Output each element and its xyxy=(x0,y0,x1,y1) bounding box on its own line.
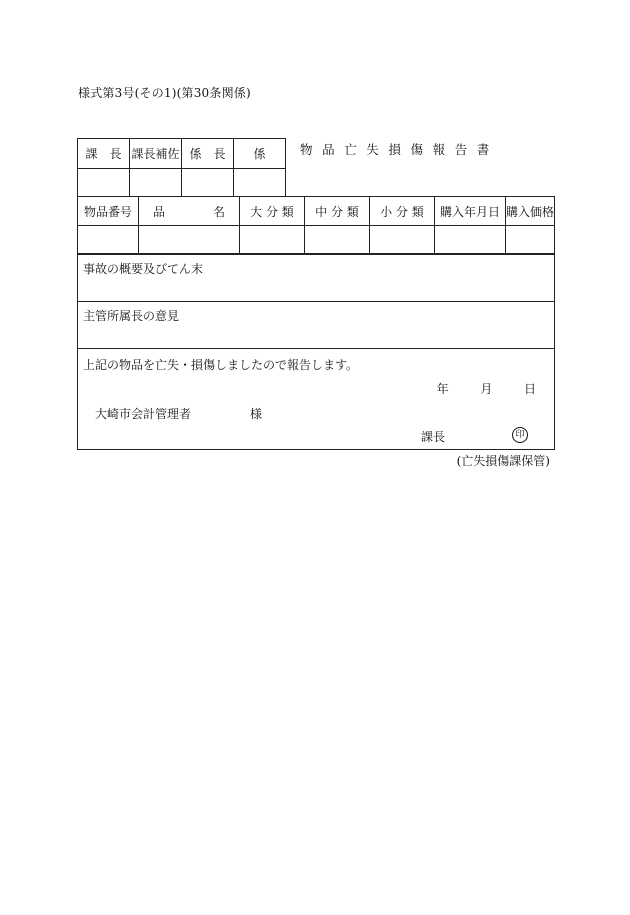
approval-header-staff: 係 xyxy=(234,139,286,169)
report-statement: 上記の物品を亡失・損傷しましたので報告します。 xyxy=(83,358,359,372)
approval-header-deputy-chief: 課長補佐 xyxy=(130,139,182,169)
accident-summary-section[interactable] xyxy=(78,254,554,301)
header-purchase-price: 購入価格 xyxy=(506,197,555,226)
chief-signature-label: 課長 xyxy=(421,430,446,444)
cell-item-number[interactable] xyxy=(78,226,139,254)
stamp-cell-chief[interactable] xyxy=(78,169,130,197)
stamp-cell-staff[interactable] xyxy=(234,169,286,197)
accident-summary-label: 事故の概要及びてん末 xyxy=(83,262,204,276)
manager-opinion-section[interactable] xyxy=(78,301,554,348)
date-year-label: 年 xyxy=(436,382,449,396)
items-table xyxy=(78,197,554,254)
date-month-label: 月 xyxy=(480,382,493,396)
header-minor-category: 小 分 類 xyxy=(370,197,435,226)
header-major-category: 大 分 類 xyxy=(240,197,305,226)
header-middle-category: 中 分 類 xyxy=(305,197,370,226)
form-number: 様式第3号(その1)(第30条関係) xyxy=(78,86,251,100)
cell-purchase-date[interactable] xyxy=(435,226,506,254)
cell-item-name[interactable] xyxy=(139,226,240,254)
cell-minor-category[interactable] xyxy=(370,226,435,254)
report-date[interactable] xyxy=(437,380,536,397)
cell-major-category[interactable] xyxy=(240,226,305,254)
header-item-name: 品 名 xyxy=(139,197,240,226)
document-title: 物品亡失損傷報告書 xyxy=(300,142,499,157)
approval-header-chief: 課 長 xyxy=(78,139,130,169)
stamp-cell-deputy-chief[interactable] xyxy=(130,169,182,197)
manager-opinion-label: 主管所属長の意見 xyxy=(83,309,180,323)
custody-note: (亡失損傷課保管) xyxy=(456,454,550,468)
addressee: 大崎市会計管理者 xyxy=(95,407,192,421)
seal-mark: 印 xyxy=(512,427,528,443)
honorific: 様 xyxy=(250,407,263,421)
date-day-label: 日 xyxy=(523,382,536,396)
header-purchase-date: 購入年月日 xyxy=(435,197,506,226)
header-item-number: 物品番号 xyxy=(78,197,139,226)
approval-header-section-chief: 係 長 xyxy=(182,139,234,169)
report-statement-section xyxy=(78,348,554,449)
report-form xyxy=(77,196,555,450)
approval-stamp-table xyxy=(77,138,286,197)
stamp-cell-section-chief[interactable] xyxy=(182,169,234,197)
cell-purchase-price[interactable] xyxy=(506,226,555,254)
cell-middle-category[interactable] xyxy=(305,226,370,254)
